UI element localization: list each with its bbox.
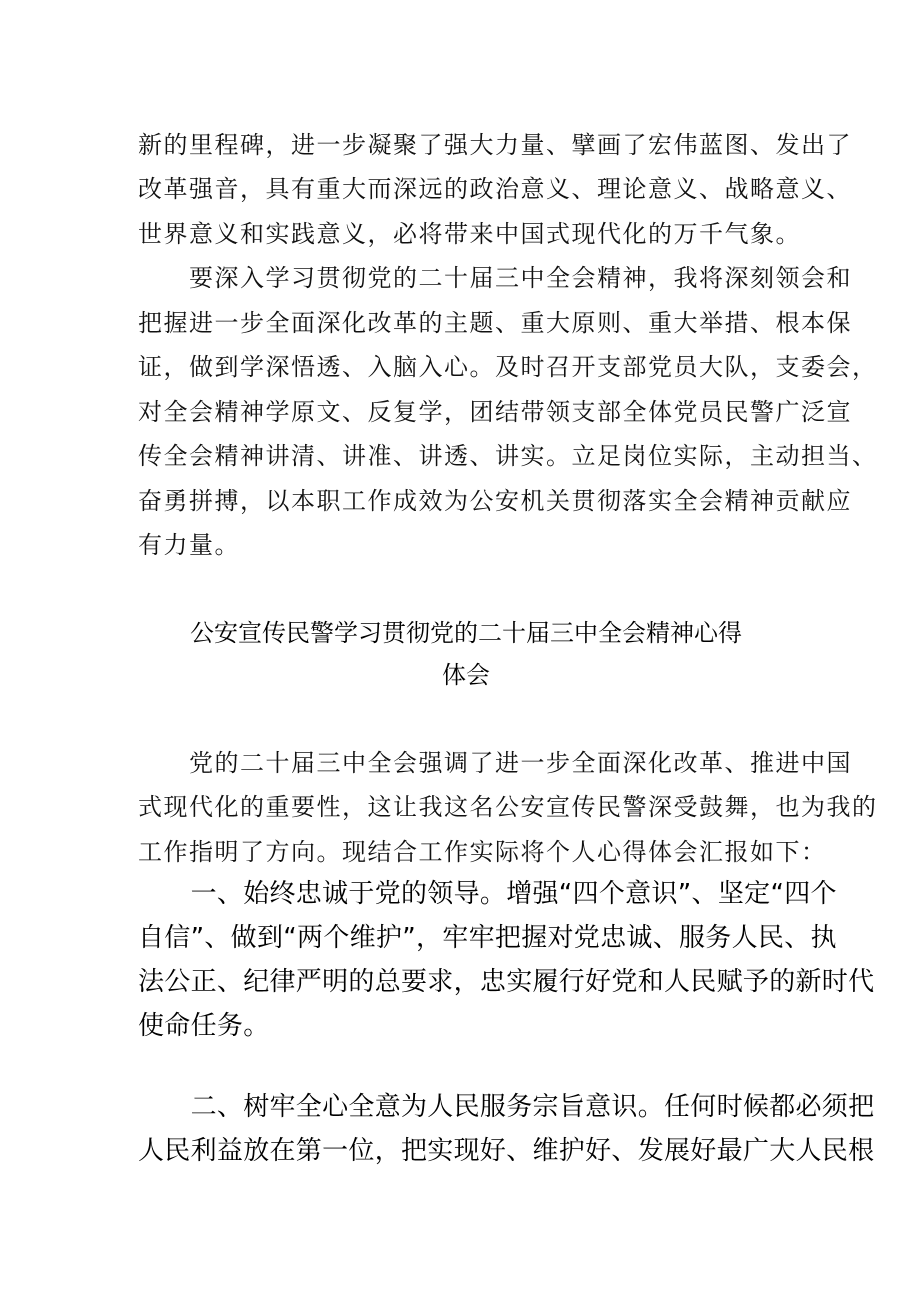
paragraph-line: 改革强音，具有重大而深远的政治意义、理论意义、战略意义、 [138, 175, 852, 203]
paragraph-line: 对全会精神学原文、反复学，团结带领支部全体党员民警广泛宣 [138, 398, 852, 426]
paragraph-line: 传全会精神讲清、讲准、讲透、讲实。立足岗位实际，主动担当、 [138, 442, 878, 470]
paragraph-line: 法公正、纪律严明的总要求，忠实履行好党和人民赋予的新时代 [138, 967, 875, 997]
paragraph-line: 二、树牢全心全意为人民服务宗旨意识。任何时候都必须把 [138, 1092, 875, 1122]
paragraph-line: 奋勇拼搏，以本职工作成效为公安机关贯彻落实全会精神贡献应 [138, 487, 852, 515]
paragraph-line: 把握进一步全面深化改革的主题、重大原则、重大举措、根本保 [138, 309, 852, 337]
paragraph-line: 人民利益放在第一位，把实现好、维护好、发展好最广大人民根 [138, 1136, 875, 1166]
paragraph-line: 世界意义和实践意义，必将带来中国式现代化的万千气象。 [138, 220, 801, 248]
paragraph-line: 式现代化的重要性，这让我这名公安宣传民警深受鼓舞，也为我的 [138, 793, 878, 821]
paragraph-line: 工作指明了方向。现结合工作实际将个人心得体会汇报如下： [138, 838, 827, 866]
paragraph-line: 要深入学习贯彻党的二十届三中全会精神，我将深刻领会和 [138, 264, 852, 292]
paragraph-line: 新的里程碑，进一步凝聚了强大力量、擘画了宏伟蓝图、发出了 [138, 131, 852, 159]
paragraph-line: 一、始终忠诚于党的领导。增强“四个意识”、坚定“四个 [138, 879, 837, 909]
article-title: 公安宣传民警学习贯彻党的二十届三中全会精神心得 [190, 619, 742, 647]
article-title-continued: 体会 [442, 661, 490, 689]
paragraph-line: 有力量。 [138, 531, 240, 559]
paragraph-line: 党的二十届三中全会强调了进一步全面深化改革、推进中国 [138, 749, 852, 777]
paragraph-line: 使命任务。 [138, 1011, 270, 1041]
paragraph-line: 证，做到学深悟透、入脑入心。及时召开支部党员大队，支委会， [138, 353, 878, 381]
paragraph-line: 自信”、做到“两个维护”，牢牢把握对党忠诚、服务人民、执 [138, 923, 837, 953]
